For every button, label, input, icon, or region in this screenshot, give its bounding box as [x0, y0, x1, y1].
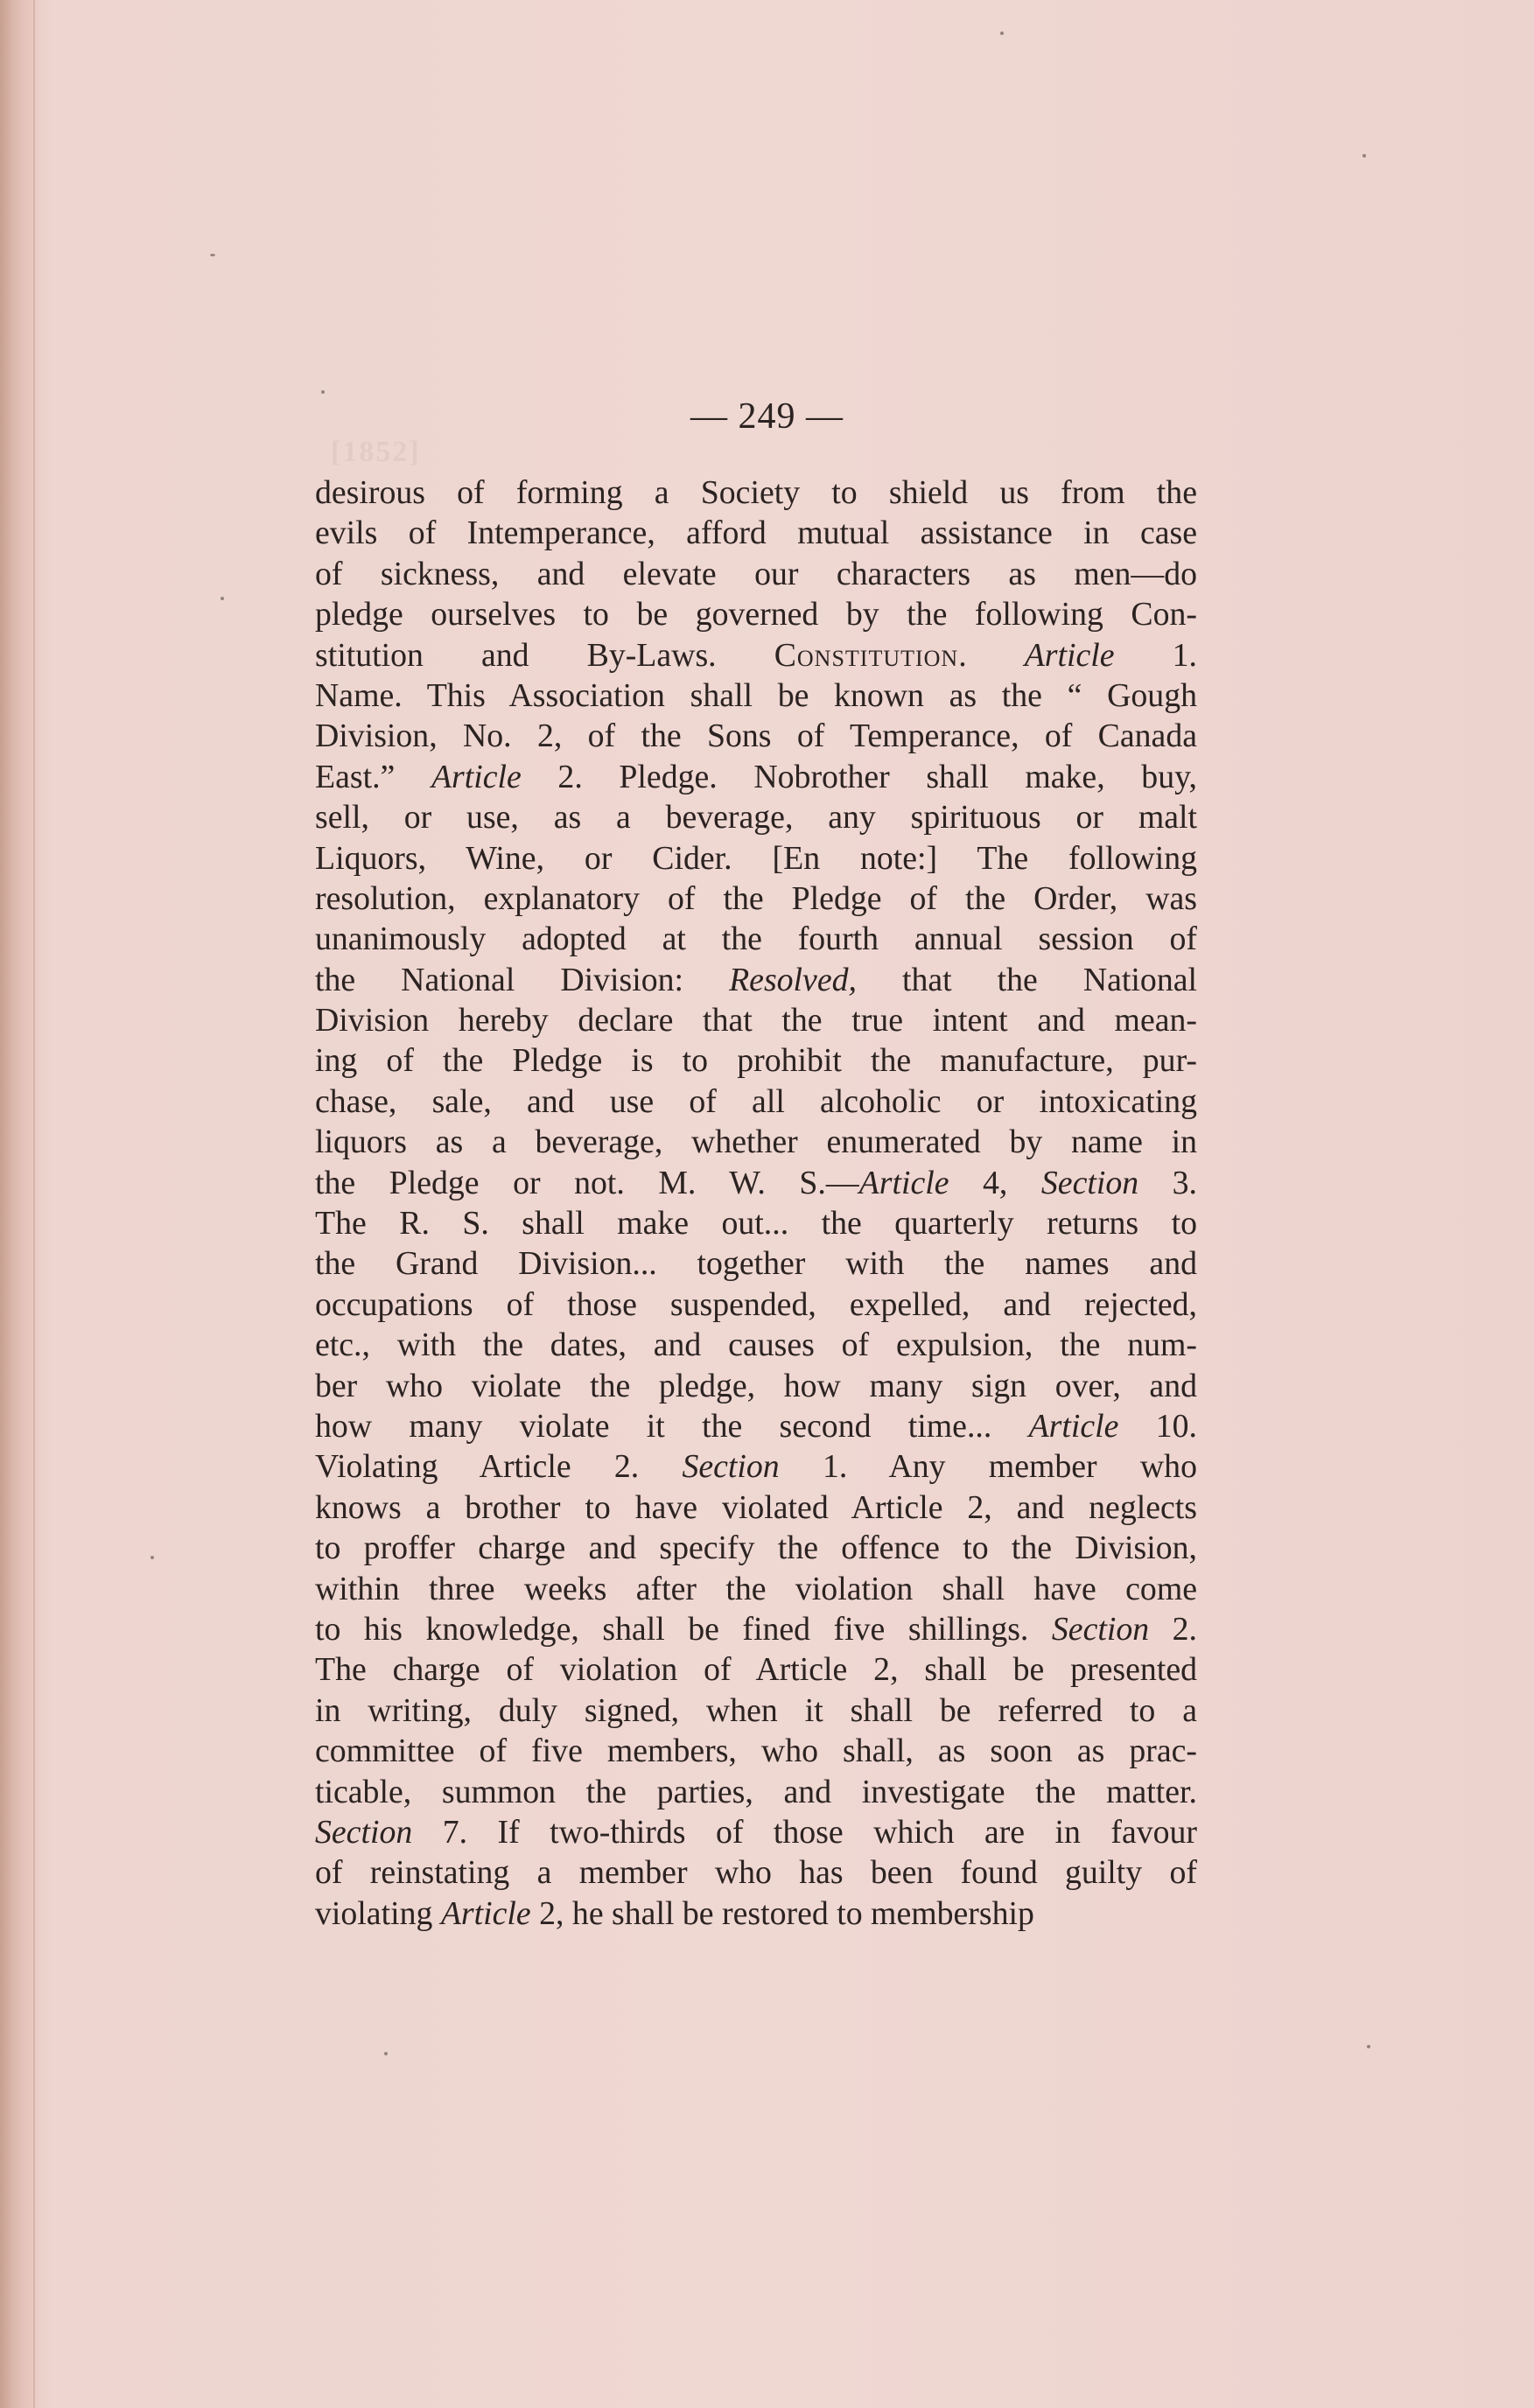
- italic-text: Section: [1040, 1164, 1139, 1201]
- text-segment: the Grand Division... together with the names and: [315, 1245, 1197, 1283]
- text-segment: ber who violate the pledge, how many sign over, and: [315, 1367, 1197, 1404]
- paper-speck: [1000, 32, 1004, 35]
- text-line: [315, 757, 1197, 797]
- italic-text: Section: [682, 1448, 780, 1486]
- text-segment: 10.: [1118, 1407, 1197, 1445]
- paper-speck: [1362, 154, 1366, 158]
- text-segment: desirous of forming a Society to shield us from the: [315, 474, 1197, 511]
- text-segment: The R. S. shall make out... the quarterly returns to: [315, 1205, 1197, 1242]
- text-segment: knows a brother to have violated Article 2, and neglects: [315, 1488, 1197, 1526]
- italic-text: Article: [1024, 636, 1115, 674]
- italic-text: Section: [1051, 1610, 1150, 1648]
- paper-speck: [221, 597, 224, 600]
- text-line: [315, 1772, 1197, 1812]
- page-number: — 249 —: [690, 396, 844, 437]
- text-segment: Name. This Association shall be known as the “ Gough: [315, 676, 1197, 714]
- text-segment: ing of the Pledge is to prohibit the manufacture, pur-: [315, 1042, 1197, 1080]
- text-segment: in writing, duly signed, when it shall be referred to a: [315, 1691, 1197, 1729]
- text-segment: occupations of those suspended, expelled, and rejected,: [315, 1285, 1197, 1323]
- italic-text: Article: [858, 1164, 949, 1201]
- paper-speck: [1367, 2045, 1370, 2048]
- text-segment: pledge ourselves to be governed by the following Con-: [315, 596, 1197, 634]
- text-segment: within three weeks after the violation shall have come: [315, 1570, 1197, 1607]
- text-segment: sell, or use, as a beverage, any spirituous or malt: [315, 799, 1197, 836]
- text-segment: the Pledge or not. M. W. S.—: [315, 1164, 859, 1201]
- body-text: [315, 472, 1197, 1934]
- text-line: [315, 594, 1197, 634]
- text-line: [315, 1649, 1197, 1690]
- paper-speck: [151, 1556, 154, 1559]
- text-line: [315, 1284, 1197, 1325]
- text-line: [315, 838, 1197, 878]
- text-segment: of sickness, and elevate our characters as men—do: [315, 555, 1197, 592]
- text-segment: to his knowledge, shall be fined five shillings.: [315, 1610, 1052, 1648]
- text-segment: how many violate it the second time...: [315, 1407, 1029, 1445]
- text-segment: Violating Article 2.: [315, 1448, 683, 1486]
- text-line: [315, 1446, 1197, 1487]
- paper-speck: [321, 390, 325, 394]
- text-line: [315, 960, 1197, 1000]
- text-line: [315, 1082, 1197, 1122]
- text-segment: Liquors, Wine, or Cider. [En note:] The following: [315, 839, 1197, 877]
- text-line: [315, 1528, 1197, 1568]
- text-segment: 2.: [1149, 1610, 1197, 1648]
- text-segment: ticable, summon the parties, and investigate the matter.: [315, 1773, 1197, 1810]
- text-segment: 3.: [1138, 1164, 1197, 1201]
- italic-text: Article: [431, 758, 522, 795]
- text-segment: violating: [315, 1894, 441, 1932]
- text-line: [315, 1122, 1197, 1162]
- text-segment: Division, No. 2, of the Sons of Temperance, of Canada: [315, 718, 1197, 755]
- paper-speck: [210, 254, 215, 256]
- text-segment: of reinstating a member who has been found guilty of: [315, 1854, 1197, 1892]
- text-line: [315, 1366, 1197, 1406]
- text-segment: evils of Intemperance, afford mutual assistance in case: [315, 514, 1197, 552]
- text-line: [315, 554, 1197, 594]
- text-line: [315, 1852, 1197, 1893]
- text-segment: 1.: [1114, 636, 1197, 674]
- gutter-crease: [33, 0, 35, 2408]
- text-line: [315, 1569, 1197, 1609]
- text-segment: the National Division:: [315, 961, 730, 998]
- text-line: [315, 1609, 1197, 1649]
- text-line: [315, 797, 1197, 837]
- text-line: [315, 472, 1197, 513]
- text-line: [315, 1894, 1197, 1934]
- text-line: [315, 635, 1197, 676]
- text-line: [315, 1325, 1197, 1365]
- text-segment: chase, sale, and use of all alcoholic or intoxicating: [315, 1082, 1197, 1120]
- text-line: [315, 1690, 1197, 1731]
- text-segment: 2. Pledge. Nobrother shall make, buy,: [521, 758, 1197, 795]
- text-line: [315, 919, 1197, 959]
- text-segment: liquors as a beverage, whether enumerated by name in: [315, 1124, 1197, 1161]
- text-segment: etc., with the dates, and causes of expulsion, the num-: [315, 1326, 1197, 1364]
- text-segment: to proffer charge and specify the offence to the Division,: [315, 1530, 1197, 1567]
- paper-speck: [384, 2052, 388, 2055]
- text-line: [315, 1731, 1197, 1771]
- italic-text: Article: [1028, 1407, 1119, 1445]
- text-line: [315, 1203, 1197, 1243]
- text-line: [315, 676, 1197, 716]
- text-segment: stitution and By-Laws.: [315, 636, 774, 674]
- bleed-through-mark: [1852]: [331, 436, 421, 468]
- text-segment: 7. If two-thirds of those which are in favour: [412, 1813, 1197, 1851]
- italic-text: Article: [440, 1894, 531, 1932]
- text-line: [315, 1243, 1197, 1284]
- text-segment: Division hereby declare that the true intent and mean-: [315, 1002, 1197, 1040]
- small-caps-text: Constitution: [774, 636, 959, 674]
- text-line: [315, 513, 1197, 553]
- text-segment: 4,: [949, 1164, 1041, 1201]
- text-segment: 2, he shall be restored to membership: [530, 1894, 1034, 1932]
- italic-text: Section: [315, 1813, 413, 1851]
- text-segment: resolution, explanatory of the Pledge of the Order, was: [315, 879, 1197, 917]
- text-line: [315, 716, 1197, 756]
- text-line: [315, 1040, 1197, 1081]
- text-line: [315, 1488, 1197, 1528]
- text-line: [315, 1163, 1197, 1203]
- text-segment: committee of five members, who shall, as soon as prac-: [315, 1732, 1197, 1770]
- text-segment: that the National: [856, 961, 1197, 998]
- text-line: [315, 1406, 1197, 1446]
- text-segment: unanimously adopted at the fourth annual session of: [315, 920, 1197, 958]
- text-segment: The charge of violation of Article 2, shall be presented: [315, 1651, 1197, 1689]
- text-line: [315, 878, 1197, 919]
- text-line: [315, 1000, 1197, 1040]
- italic-text: Resolved,: [729, 961, 857, 998]
- text-segment: 1. Any member who: [779, 1448, 1197, 1486]
- text-line: [315, 1812, 1197, 1852]
- text-segment: East.”: [315, 758, 431, 795]
- text-segment: .: [958, 636, 1025, 674]
